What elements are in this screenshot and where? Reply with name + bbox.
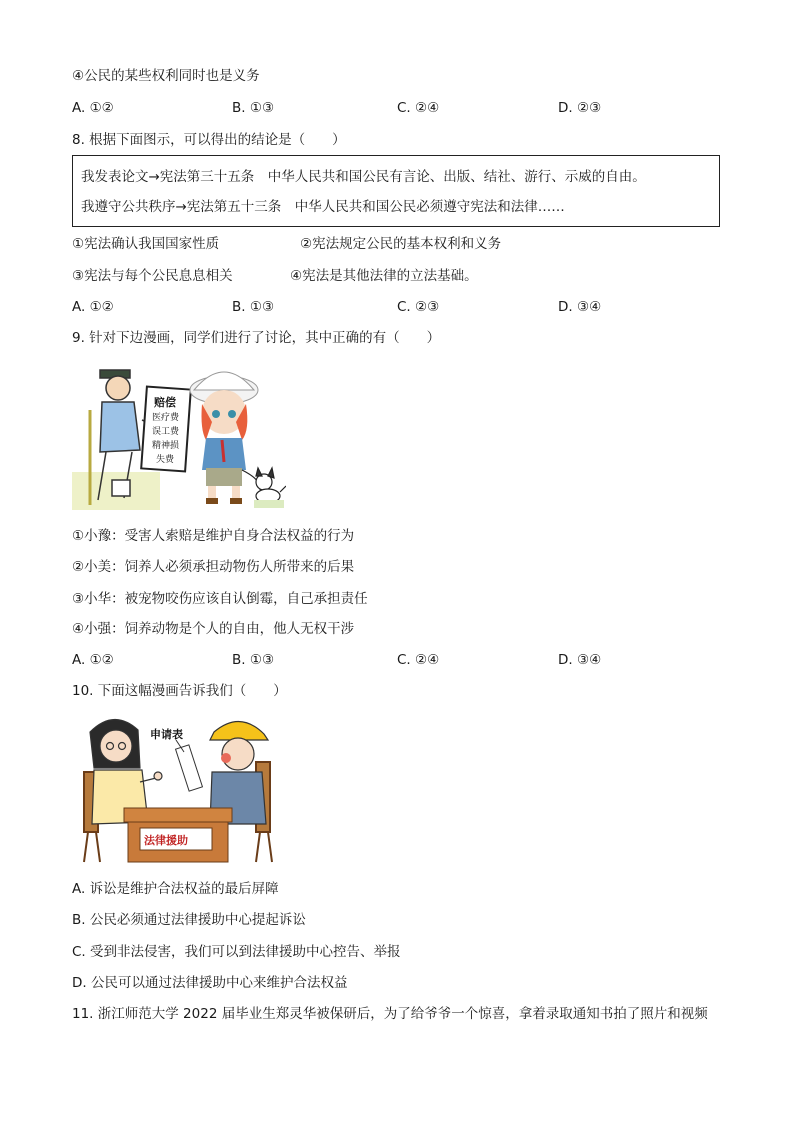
q8-diagram-box xyxy=(72,155,720,227)
q9-option-c[interactable]: C. ②④ xyxy=(397,652,440,668)
sign-line-1: 赔偿 xyxy=(154,396,176,409)
q8-option-c[interactable]: C. ②③ xyxy=(397,299,440,315)
legal-aid-desk xyxy=(124,808,232,862)
q8-items-row-2 xyxy=(72,267,722,285)
dog-figure xyxy=(242,468,286,503)
q9-stem: 9. 针对下边漫画，同学们进行了讨论，其中正确的有（ ） xyxy=(72,330,441,346)
q7-option-c[interactable]: C. ②④ xyxy=(397,100,440,116)
q9-item-2: ②小美：饲养人必须承担动物伤人所带来的后果 xyxy=(72,559,355,575)
q7-option-b[interactable]: B. ①③ xyxy=(232,100,275,116)
q10-stem: 10. 下面这幅漫画告诉我们（ ） xyxy=(72,683,287,699)
q8-option-a[interactable]: A. ①② xyxy=(72,299,114,315)
compensation-sign xyxy=(141,387,191,472)
application-form xyxy=(150,727,202,791)
form-label: 申请表 xyxy=(150,728,183,741)
q9-option-b[interactable]: B. ①③ xyxy=(232,652,275,668)
q10-option-a[interactable]: A. 诉讼是维护合法权益的最后屏障 xyxy=(72,881,279,897)
q8-option-b[interactable]: B. ①③ xyxy=(232,299,275,315)
q8-box-line-1: 我发表论文→宪法第三十五条 中华人民共和国公民有言论、出版、结社、游行、示威的自由。 xyxy=(81,169,646,185)
q8-item-2: ②宪法规定公民的基本权利和义务 xyxy=(300,236,502,252)
desk-label: 法律援助 xyxy=(144,834,188,847)
sign-line-5: 失费 xyxy=(156,455,175,465)
q7-options xyxy=(72,99,732,117)
q10-option-b[interactable]: B. 公民必须通过法律援助中心提起诉讼 xyxy=(72,912,306,928)
q7-option-a[interactable]: A. ①② xyxy=(72,100,114,116)
sign-line-2: 医疗费 xyxy=(152,413,180,423)
q8-item-4: ④宪法是其他法律的立法基础。 xyxy=(290,268,478,284)
q10-option-c[interactable]: C. 受到非法侵害，我们可以到法律援助中心控告、举报 xyxy=(72,944,401,960)
q8-item-3: ③宪法与每个公民息息相关 xyxy=(72,268,233,284)
grass-patch xyxy=(254,500,284,508)
q9-options xyxy=(72,651,732,669)
q9-item-4: ④小强：饲养动物是个人的自由，他人无权干涉 xyxy=(72,621,355,637)
girl-with-hat-figure xyxy=(190,372,258,504)
q8-item-1: ①宪法确认我国国家性质 xyxy=(72,236,220,252)
q9-option-a[interactable]: A. ①② xyxy=(72,652,114,668)
q8-items-row-1 xyxy=(72,235,722,253)
q8-option-d[interactable]: D. ③④ xyxy=(558,299,602,315)
sign-line-4: 精神损 xyxy=(152,441,180,451)
q9-option-d[interactable]: D. ③④ xyxy=(558,652,602,668)
q9-item-1: ①小豫：受害人索赔是维护自身合法权益的行为 xyxy=(72,528,355,544)
q10-option-d[interactable]: D. 公民可以通过法律援助中心来维护合法权益 xyxy=(72,975,348,991)
q11-stem: 11. 浙江师范大学 2022 届毕业生郑灵华被保研后，为了给爷爷一个惊喜，拿着录取通知书拍了照片和视频 xyxy=(72,1006,708,1022)
q7-item-4: ④公民的某些权利同时也是义务 xyxy=(72,68,260,84)
q9-cartoon xyxy=(72,360,286,510)
q10-cartoon xyxy=(80,712,284,864)
sign-line-3: 误工费 xyxy=(152,427,180,437)
q8-options xyxy=(72,298,732,316)
q8-stem: 8. 根据下面图示，可以得出的结论是（ ） xyxy=(72,132,346,148)
q7-option-d[interactable]: D. ②③ xyxy=(558,100,602,116)
q9-item-3: ③小华：被宠物咬伤应该自认倒霉，自己承担责任 xyxy=(72,591,368,607)
q8-box-line-2: 我遵守公共秩序→宪法第五十三条 中华人民共和国公民必须遵守宪法和法律…… xyxy=(81,199,565,215)
